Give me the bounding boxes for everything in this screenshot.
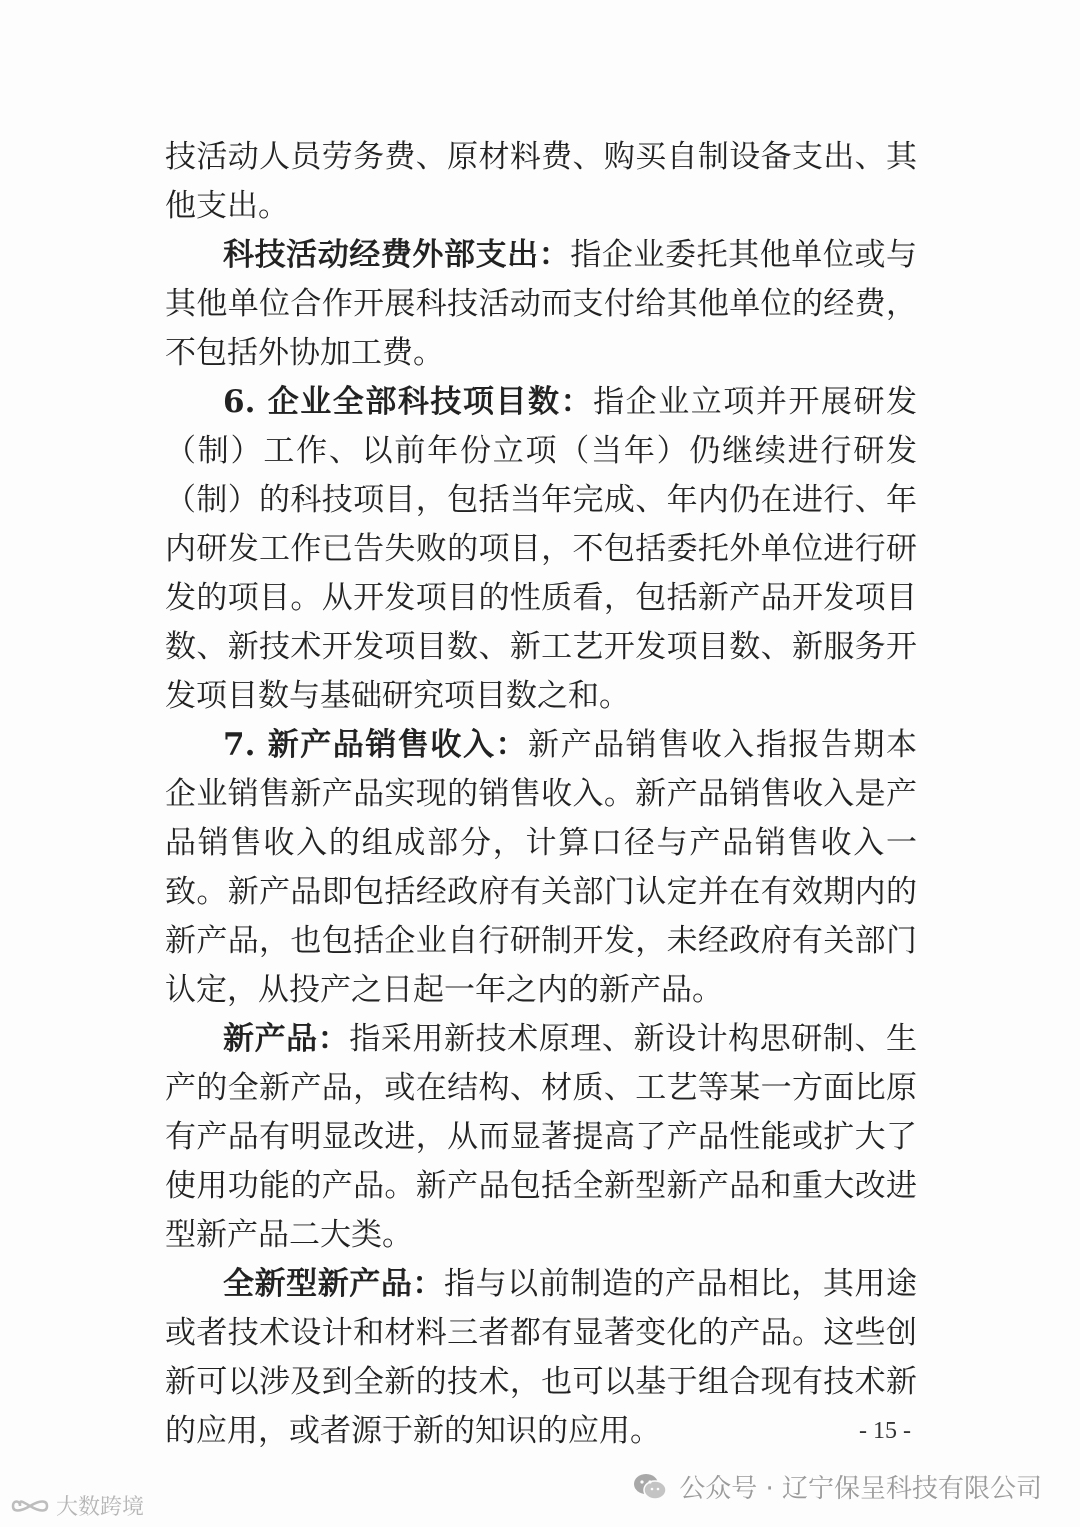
paragraph-text: 指企业立项并开展研发（制）工作、以前年份立项（当年）仍继续进行研发（制）的科技项目，包括当年完成、年内仍在进行、年内研发工作已告失败的项目，不包括委托外单位进行研发的项目。从开发项目的性质看，包括新产品开发项目数、新技术开发项目数、新工艺开发项目数、新服务开发项目数与基础研究项目数之和。	[165, 384, 918, 714]
document-body	[165, 133, 917, 1456]
term-heading: 科技活动经费外部支出：	[223, 237, 571, 273]
infinity-logo-icon	[10, 1495, 50, 1517]
paragraph-brand-new-product	[165, 1260, 917, 1456]
term-heading: 6. 企业全部科技项目数：	[223, 384, 594, 420]
term-heading: 全新型新产品：	[223, 1266, 444, 1302]
paragraph-new-product-revenue	[165, 721, 917, 1015]
paragraph-text: 指与以前制造的产品相比，其用途或者技术设计和材料三者都有显著变化的产品。这些创新可以涉及到全新的技术，也可以基于组合现有技术新的应用，或者源于新的知识的应用。	[165, 1266, 917, 1449]
wechat-watermark	[633, 1468, 1042, 1505]
wechat-label: 公众号 · 辽宁保呈科技有限公司	[679, 1474, 1042, 1504]
paragraph-text: 指企业委托其他单位或与其他单位合作开展科技活动而支付给其他单位的经费，不包括外协加工费。	[165, 237, 918, 371]
paragraph-text: 新产品销售收入指报告期本企业销售新产品实现的销售收入。新产品销售收入是产品销售收入的组成部分，计算口径与产品销售收入一致。新产品即包括经政府有关部门认定并在有效期内的新产品，也包括企业自行研制开发，未经政府有关部门认定，从投产之日起一年之内的新产品。	[165, 727, 918, 1008]
page-number: - 15 -	[859, 1418, 911, 1444]
corner-label: 大数跨境	[56, 1495, 145, 1520]
term-heading: 7. 新产品销售收入：	[223, 727, 529, 763]
paragraph-project-count	[165, 378, 917, 721]
corner-watermark	[10, 1490, 144, 1521]
paragraph-continuation	[165, 133, 917, 231]
paragraph-new-product	[165, 1015, 917, 1260]
paragraph-text: 技活动人员劳务费、原材料费、购买自制设备支出、其他支出。	[165, 139, 917, 224]
paragraph-text: 指采用新技术原理、新设计构思研制、生产的全新产品，或在结构、材质、工艺等某一方面比原有产品有明显改进，从而显著提高了产品性能或扩大了使用功能的产品。新产品包括全新型新产品和重大改进型新产品二大类。	[165, 1021, 918, 1253]
wechat-icon	[633, 1472, 667, 1502]
term-heading: 新产品：	[223, 1021, 350, 1057]
paragraph-external-expenditure	[165, 231, 917, 378]
